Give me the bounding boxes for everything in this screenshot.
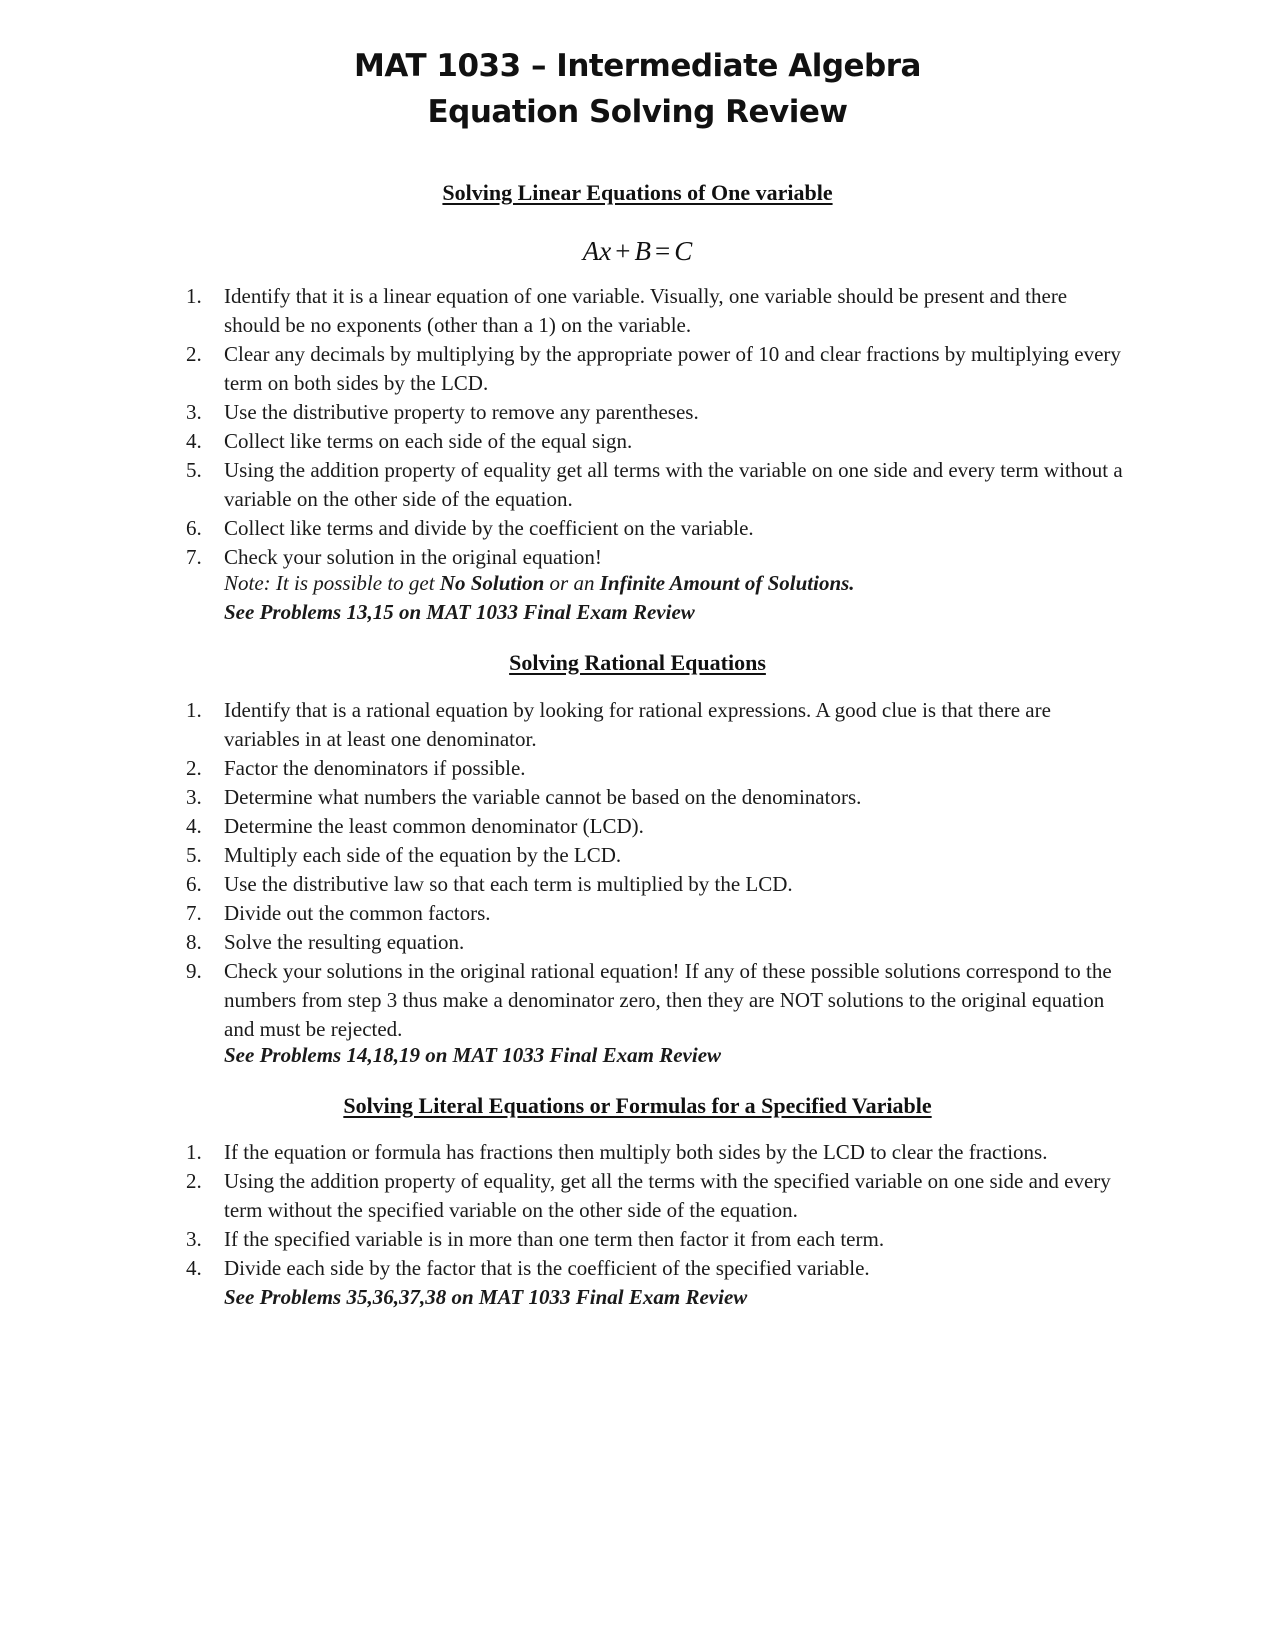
formula-term-ax: Ax xyxy=(582,236,612,266)
step-number: 3. xyxy=(186,785,202,809)
step-text: Using the addition property of equality get all terms with the variable on one side and every term without a variable on the other side of the equation. xyxy=(224,458,1123,511)
formula-plus: + xyxy=(615,236,631,266)
list-item xyxy=(186,783,1126,812)
list-item xyxy=(186,812,1126,841)
step-number: 2. xyxy=(186,756,202,780)
linear-steps-list xyxy=(186,282,1126,572)
note-prefix: Note: It is possible to get xyxy=(224,571,440,595)
rational-steps-list xyxy=(186,696,1126,1044)
list-item xyxy=(186,1167,1146,1225)
step-number: 2. xyxy=(186,342,202,366)
step-number: 6. xyxy=(186,872,202,896)
step-number: 6. xyxy=(186,516,202,540)
step-text: Collect like terms and divide by the coefficient on the variable. xyxy=(224,516,754,540)
step-number: 5. xyxy=(186,843,202,867)
list-item xyxy=(186,870,1126,899)
step-number: 3. xyxy=(186,400,202,424)
linear-see-problems: See Problems 13,15 on MAT 1033 Final Exam Review xyxy=(224,600,695,624)
list-item xyxy=(186,1225,1146,1254)
step-text: Clear any decimals by multiplying by the appropriate power of 10 and clear fractions by multiplying every term on both sides by the LCD. xyxy=(224,342,1121,395)
step-text: If the equation or formula has fractions then multiply both sides by the LCD to clear the fractions. xyxy=(224,1140,1048,1164)
step-text: Divide each side by the factor that is the coefficient of the specified variable. xyxy=(224,1256,870,1280)
step-number: 7. xyxy=(186,545,202,569)
step-number: 9. xyxy=(186,959,202,983)
section-heading-linear: Solving Linear Equations of One variable xyxy=(442,180,833,205)
list-item xyxy=(186,514,1126,543)
step-text: Factor the denominators if possible. xyxy=(224,756,526,780)
step-text: Check your solutions in the original rational equation! If any of these possible solutions correspond to the numbers from step 3 thus make a denominator zero, then they are NOT solutions to the original equation and must be rejected. xyxy=(224,959,1112,1041)
step-number: 2. xyxy=(186,1169,202,1193)
list-item xyxy=(186,899,1126,928)
step-text: Determine what numbers the variable cannot be based on the denominators. xyxy=(224,785,862,809)
step-text: Identify that is a rational equation by looking for rational expressions. A good clue is that there are variables in at least one denominator. xyxy=(224,698,1051,751)
list-item xyxy=(186,1138,1146,1167)
step-number: 4. xyxy=(186,814,202,838)
note-no-solution: No Solution xyxy=(439,571,545,595)
step-number: 3. xyxy=(186,1227,202,1251)
step-text: Solve the resulting equation. xyxy=(224,930,465,954)
linear-formula xyxy=(0,236,1275,267)
section-heading-literal: Solving Literal Equations or Formulas for a Specified Variable xyxy=(343,1093,932,1118)
formula-equals: = xyxy=(654,236,671,266)
step-text: Collect like terms on each side of the equal sign. xyxy=(224,429,633,453)
step-number: 8. xyxy=(186,930,202,954)
list-item xyxy=(186,928,1126,957)
step-text: Using the addition property of equality, get all the terms with the specified variable on one side and every term without the specified variable on the other side of the equation. xyxy=(224,1169,1111,1222)
step-text: Determine the least common denominator (LCD). xyxy=(224,814,644,838)
list-item xyxy=(186,456,1126,514)
literal-steps-list xyxy=(186,1138,1146,1283)
list-item xyxy=(186,543,1126,572)
list-item xyxy=(186,282,1126,340)
step-number: 1. xyxy=(186,1140,202,1164)
list-item xyxy=(186,340,1126,398)
section-heading-rational: Solving Rational Equations xyxy=(509,650,766,675)
step-text: Multiply each side of the equation by the LCD. xyxy=(224,843,622,867)
document-subtitle: Equation Solving Review xyxy=(427,94,848,130)
step-number: 4. xyxy=(186,1256,202,1280)
list-item xyxy=(186,957,1126,1044)
step-number: 4. xyxy=(186,429,202,453)
list-item xyxy=(186,696,1126,754)
list-item xyxy=(186,754,1126,783)
formula-term-b: B xyxy=(634,236,651,266)
step-text: Use the distributive property to remove any parentheses. xyxy=(224,400,699,424)
step-text: Use the distributive law so that each term is multiplied by the LCD. xyxy=(224,872,793,896)
literal-see-problems: See Problems 35,36,37,38 on MAT 1033 Final Exam Review xyxy=(224,1285,748,1309)
step-text: Identify that it is a linear equation of one variable. Visually, one variable should be present and there should be no exponents (other than a 1) on the variable. xyxy=(224,284,1068,337)
list-item xyxy=(186,1254,1146,1283)
step-number: 7. xyxy=(186,901,202,925)
note-middle: or an xyxy=(544,571,600,595)
step-number: 1. xyxy=(186,284,202,308)
step-text: Divide out the common factors. xyxy=(224,901,491,925)
list-item xyxy=(186,398,1126,427)
step-number: 1. xyxy=(186,698,202,722)
document-title: MAT 1033 – Intermediate Algebra xyxy=(354,48,921,84)
rational-see-problems: See Problems 14,18,19 on MAT 1033 Final Exam Review xyxy=(224,1043,722,1067)
step-text: If the specified variable is in more than one term then factor it from each term. xyxy=(224,1227,885,1251)
linear-note xyxy=(224,569,855,598)
formula-term-c: C xyxy=(674,236,693,266)
note-infinite: Infinite Amount of Solutions. xyxy=(599,571,855,595)
list-item xyxy=(186,427,1126,456)
step-text: Check your solution in the original equation! xyxy=(224,545,602,569)
list-item xyxy=(186,841,1126,870)
step-number: 5. xyxy=(186,458,202,482)
